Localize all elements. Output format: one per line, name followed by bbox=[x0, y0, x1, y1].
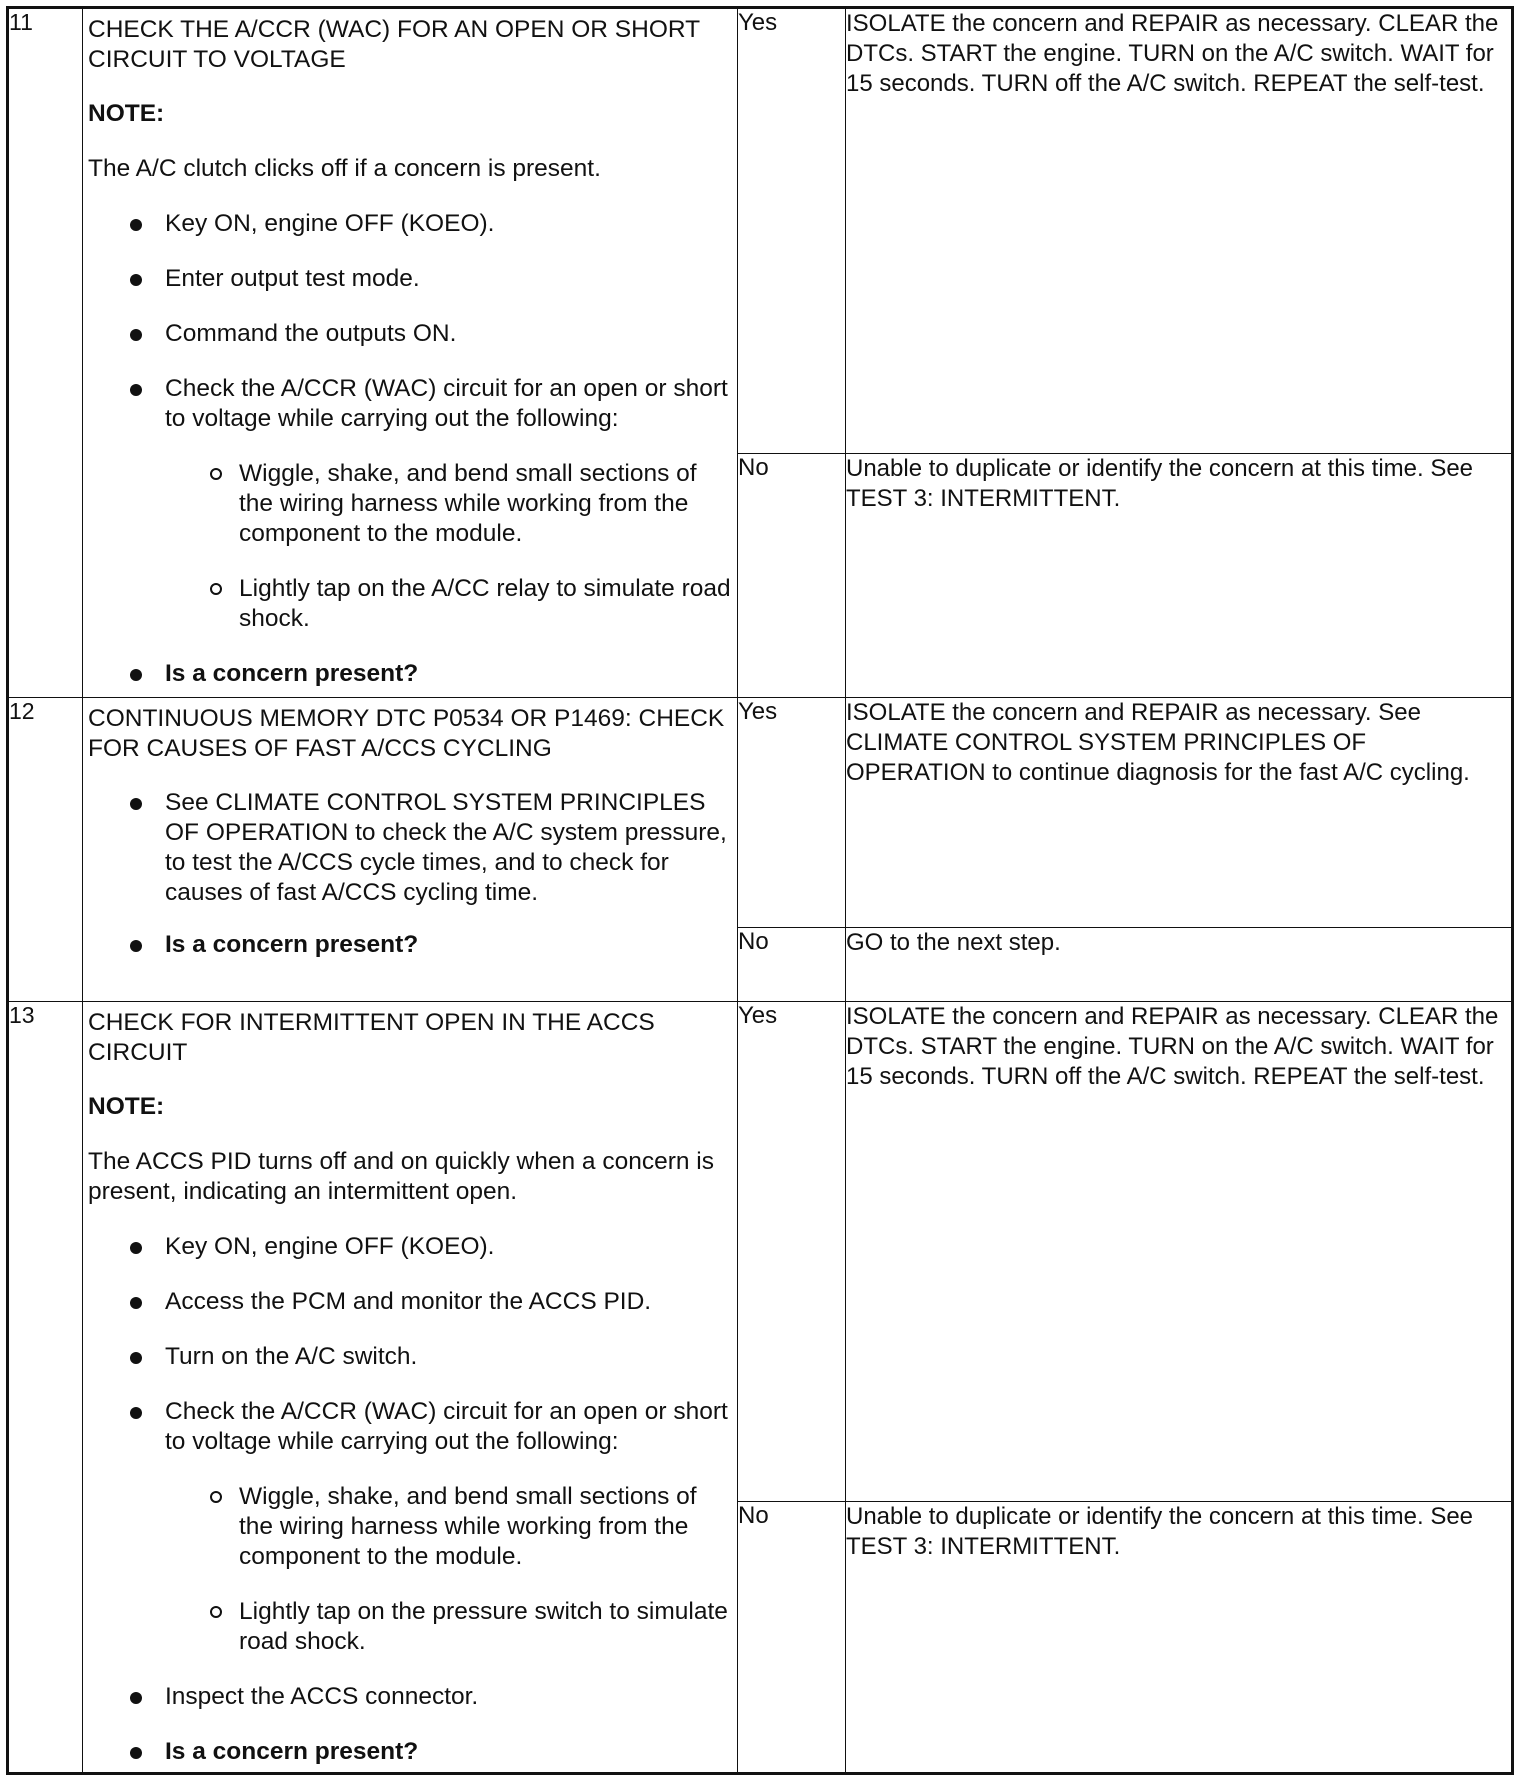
answer-yes: Yes bbox=[738, 698, 846, 928]
instruction-item: Key ON, engine OFF (KOEO). bbox=[165, 209, 733, 239]
result-action: GO to the next step. bbox=[846, 928, 1513, 1002]
sub-instruction-item: Lightly tap on the A/CC relay to simulate road shock. bbox=[239, 574, 733, 634]
sub-instruction-list bbox=[88, 459, 733, 634]
note-label: NOTE: bbox=[88, 100, 165, 127]
result-action: ISOLATE the concern and REPAIR as necessary. CLEAR the DTCs. START the engine. TURN on the A/C switch. WAIT for 15 seconds. TURN off the A/C switch. REPEAT the self-test. bbox=[846, 8, 1513, 454]
question: Is a concern present? bbox=[165, 1737, 733, 1767]
instruction-item: Key ON, engine OFF (KOEO). bbox=[165, 1232, 733, 1262]
answer-no: No bbox=[738, 1502, 846, 1774]
instruction-item: See CLIMATE CONTROL SYSTEM PRINCIPLES OF OPERATION to check the A/C system pressure, to test the A/CCS cycle times, and to check for causes of fast A/CCS cycling time. bbox=[165, 788, 733, 908]
instruction-item: Check the A/CCR (WAC) circuit for an open or short to voltage while carrying out the following: bbox=[165, 1397, 733, 1457]
instruction-list bbox=[88, 1682, 733, 1767]
step-row-yes bbox=[8, 1002, 1513, 1502]
step-row-yes bbox=[8, 8, 1513, 454]
sub-instruction-list bbox=[88, 1482, 733, 1657]
sub-instruction-item: Wiggle, shake, and bend small sections of the wiring harness while working from the component to the module. bbox=[239, 1482, 733, 1572]
step-number: 12 bbox=[8, 698, 83, 1002]
step-number: 13 bbox=[8, 1002, 83, 1774]
result-action: Unable to duplicate or identify the concern at this time. See TEST 3: INTERMITTENT. bbox=[846, 454, 1513, 698]
answer-yes: Yes bbox=[738, 1002, 846, 1502]
step-action-cell bbox=[83, 1002, 738, 1774]
step-action-cell bbox=[83, 8, 738, 698]
diagnostic-test-table bbox=[6, 6, 1514, 1775]
step-action-cell bbox=[83, 698, 738, 1002]
result-action: Unable to duplicate or identify the concern at this time. See TEST 3: INTERMITTENT. bbox=[846, 1502, 1513, 1774]
question-list bbox=[88, 930, 733, 960]
answer-no: No bbox=[738, 928, 846, 1002]
instruction-item: Command the outputs ON. bbox=[165, 319, 733, 349]
note-text: The ACCS PID turns off and on quickly when a concern is present, indicating an intermittent open. bbox=[88, 1148, 714, 1205]
question: Is a concern present? bbox=[165, 930, 733, 960]
step-title: CHECK FOR INTERMITTENT OPEN IN THE ACCS CIRCUIT bbox=[88, 1009, 655, 1066]
answer-yes: Yes bbox=[738, 8, 846, 454]
step-number: 11 bbox=[8, 8, 83, 698]
sub-instruction-item: Wiggle, shake, and bend small sections of the wiring harness while working from the component to the module. bbox=[239, 459, 733, 549]
instruction-list bbox=[88, 1232, 733, 1457]
instruction-list bbox=[88, 209, 733, 434]
result-action: ISOLATE the concern and REPAIR as necessary. See CLIMATE CONTROL SYSTEM PRINCIPLES OF OPERATION to continue diagnosis for the fast A/C cycling. bbox=[846, 698, 1513, 928]
answer-no: No bbox=[738, 454, 846, 698]
instruction-list bbox=[88, 788, 733, 908]
instruction-item: Enter output test mode. bbox=[165, 264, 733, 294]
result-action: ISOLATE the concern and REPAIR as necessary. CLEAR the DTCs. START the engine. TURN on the A/C switch. WAIT for 15 seconds. TURN off the A/C switch. REPEAT the self-test. bbox=[846, 1002, 1513, 1502]
instruction-item: Turn on the A/C switch. bbox=[165, 1342, 733, 1372]
instruction-item: Access the PCM and monitor the ACCS PID. bbox=[165, 1287, 733, 1317]
sub-instruction-item: Lightly tap on the pressure switch to simulate road shock. bbox=[239, 1597, 733, 1657]
note-label: NOTE: bbox=[88, 1093, 165, 1120]
step-title: CHECK THE A/CCR (WAC) FOR AN OPEN OR SHORT CIRCUIT TO VOLTAGE bbox=[88, 16, 700, 73]
question: Is a concern present? bbox=[165, 659, 733, 689]
step-title: CONTINUOUS MEMORY DTC P0534 OR P1469: CHECK FOR CAUSES OF FAST A/CCS CYCLING bbox=[88, 705, 725, 762]
step-row-yes bbox=[8, 698, 1513, 928]
question-list bbox=[88, 659, 733, 689]
instruction-item: Inspect the ACCS connector. bbox=[165, 1682, 733, 1712]
instruction-item: Check the A/CCR (WAC) circuit for an open or short to voltage while carrying out the following: bbox=[165, 374, 733, 434]
note-text: The A/C clutch clicks off if a concern is present. bbox=[88, 155, 601, 182]
